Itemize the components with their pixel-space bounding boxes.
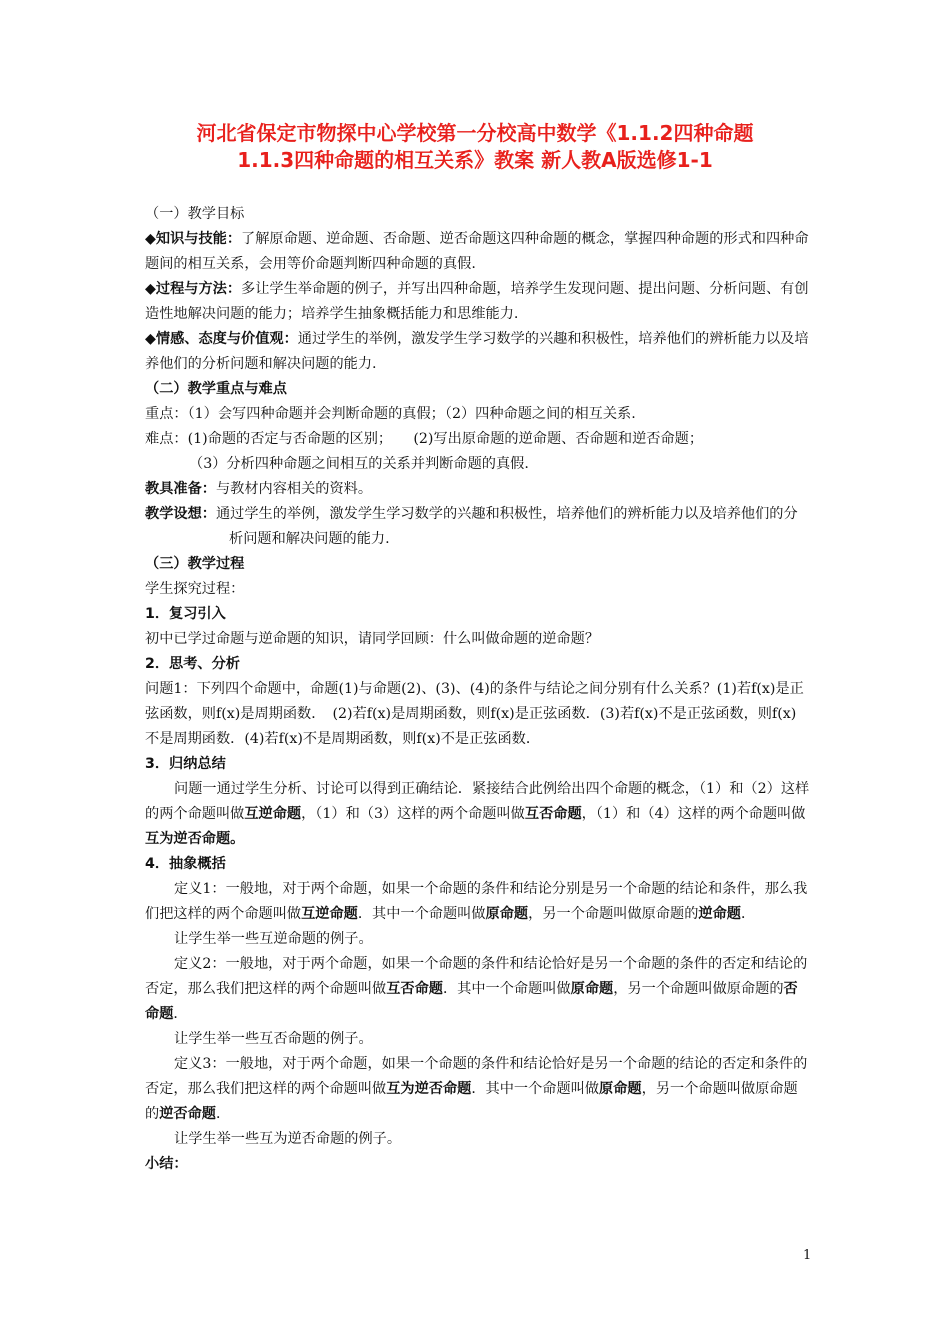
section-4-heading: 4．抽象概括 <box>145 856 226 872</box>
def1-part-c: ．其中一个命题叫做 <box>357 906 486 922</box>
s3-part-e: 。 <box>230 831 245 847</box>
def3-part-c: ．其中一个命题叫做 <box>471 1081 600 1097</box>
example-2: 让学生举一些互否命题的例子。 <box>174 1031 373 1047</box>
s3-term-1: 互逆命题 <box>244 806 302 822</box>
example-3: 让学生举一些互为逆否命题的例子。 <box>174 1131 402 1147</box>
definition-2 <box>145 952 810 1027</box>
goal-emotion <box>145 327 810 377</box>
s3-part-d: ，（1）和（4）这样的两个命题叫做 <box>581 806 806 822</box>
goal-process-label: ◆过程与方法： <box>145 281 242 297</box>
summary-heading: 小结： <box>145 1156 188 1172</box>
def1-term-3: 逆命题 <box>698 906 741 922</box>
design <box>145 502 810 552</box>
def1-part-a: 定义1：一般地，对于两个命题，如果一个命题的条件和结论分别是另一个命题的结论和条件，那么我们把这样的两个命题叫做 <box>145 881 808 922</box>
section-2-heading: 2．思考、分析 <box>145 656 240 672</box>
goals-heading: （一）教学目标 <box>145 206 245 222</box>
def2-term-1: 互否命题 <box>386 981 443 997</box>
section-3-text <box>145 777 810 852</box>
def3-part-e: ． <box>215 1106 231 1122</box>
def1-term-2: 原命题 <box>485 906 529 922</box>
goal-emotion-text: 通过学生的举例，激发学生学习数学的兴趣和积极性，培养他们的辨析能力以及培养他们的分析问题和解决问题的能力. <box>145 331 809 372</box>
def2-part-d: ，另一个命题叫做原命题的 <box>613 981 784 997</box>
goal-knowledge-label: ◆知识与技能： <box>145 231 242 247</box>
process-intro: 学生探究过程： <box>145 581 245 597</box>
def3-part-d: ，另一个命题叫做原命题的 <box>145 1081 798 1122</box>
difficult-points-2: （3）分析四种命题之间相互的关系并判断命题的真假. <box>189 456 529 472</box>
key-points: 重点：（1）会写四种命题并会判断命题的真假；（2）四种命题之间的相互关系. <box>145 406 636 422</box>
title-line-1: 河北省保定市物探中心学校第一分校高中数学《1.1.2四种命题 <box>196 121 754 145</box>
document-title <box>100 120 850 174</box>
section-2-text: 问题1：下列四个命题中，命题(1)与命题(2)、(3)、(4)的条件与结论之间分别有什么关系？(1)若f(x)是正弦函数，则f(x)是周期函数． (2)若f(x)是周期函数，则f(x)是正弦函数．(3)若f(x)不是正弦函数，则f(x)不是周期函数．(4)若f(x)不是周期函数，则f(x)不是正弦函数． <box>145 681 804 747</box>
def3-term-2: 原命题 <box>599 1081 642 1097</box>
def2-term-3: 否命题 <box>145 981 798 1022</box>
key-heading: （二）教学重点与难点 <box>145 381 287 397</box>
goal-process <box>145 277 810 327</box>
design-label: 教学设想： <box>145 506 216 522</box>
document-body <box>145 202 810 1177</box>
goal-knowledge-text: 了解原命题、逆命题、否命题、逆否命题这四种命题的概念，掌握四种命题的形式和四种命题间的相互关系，会用等价命题判断四种命题的真假. <box>145 231 809 272</box>
difficult-points-1: 难点：(1)命题的否定与否命题的区别； (2)写出原命题的逆命题、否命题和逆否命题； <box>145 431 704 447</box>
definition-1 <box>145 877 810 927</box>
def2-term-2: 原命题 <box>570 981 614 997</box>
def3-term-1: 互为逆否命题 <box>386 1081 472 1097</box>
goal-process-text: 多让学生举命题的例子，并写出四种命题，培养学生发现问题、提出问题、分析问题、有创造性地解决问题的能力；培养学生抽象概括能力和思维能力. <box>145 281 809 322</box>
def3-part-a: 定义3：一般地，对于两个命题，如果一个命题的条件和结论恰好是另一个命题的结论的否定和条件的否定，那么我们把这样的两个命题叫做 <box>145 1056 808 1097</box>
s3-part-a: 问题一通过学生分析、讨论可以得到正确结论．紧接结合此例给出四个命题的概念，（1）和（2）这样的两个命题叫做 <box>145 781 810 822</box>
process-heading: （三）教学过程 <box>145 556 245 572</box>
s3-term-2: 互否命题 <box>524 806 582 822</box>
goal-knowledge <box>145 227 810 277</box>
tools-label: 教具准备： <box>145 481 216 497</box>
def2-part-e: ． <box>173 1006 188 1022</box>
def1-part-d: ，另一个命题叫做原命题的 <box>528 906 699 922</box>
page-number: 1 <box>803 1248 812 1263</box>
tools-text: 与教材内容相关的资料。 <box>215 481 373 497</box>
def2-part-c: ．其中一个命题叫做 <box>442 981 571 997</box>
goal-emotion-label: ◆情感、态度与价值观： <box>145 331 298 347</box>
design-text: 通过学生的举例，激发学生学习数学的兴趣和积极性，培养他们的辨析能力以及培养他们的分析问题和解决问题的能力. <box>215 506 798 547</box>
s3-term-3: 互为逆否命题 <box>145 831 231 847</box>
section-3-heading: 3．归纳总结 <box>145 756 226 772</box>
s3-part-c: ，（1）和（3）这样的两个命题叫做 <box>301 806 525 822</box>
tools <box>145 477 810 502</box>
def2-part-a: 定义2：一般地，对于两个命题，如果一个命题的条件和结论恰好是另一个命题的条件的否定和结论的否定，那么我们把这样的两个命题叫做 <box>145 956 808 997</box>
def1-term-1: 互逆命题 <box>301 906 358 922</box>
def1-part-e: ． <box>740 906 756 922</box>
section-1-heading: 1．复习引入 <box>145 606 226 622</box>
section-1-text: 初中已学过命题与逆命题的知识，请同学回顾：什么叫做命题的逆命题？ <box>145 631 600 647</box>
def3-term-3: 逆否命题 <box>159 1106 216 1122</box>
title-line-2: 1.1.3四种命题的相互关系》教案 新人教A版选修1-1 <box>237 148 713 172</box>
definition-3 <box>145 1052 810 1127</box>
example-1: 让学生举一些互逆命题的例子。 <box>174 931 373 947</box>
